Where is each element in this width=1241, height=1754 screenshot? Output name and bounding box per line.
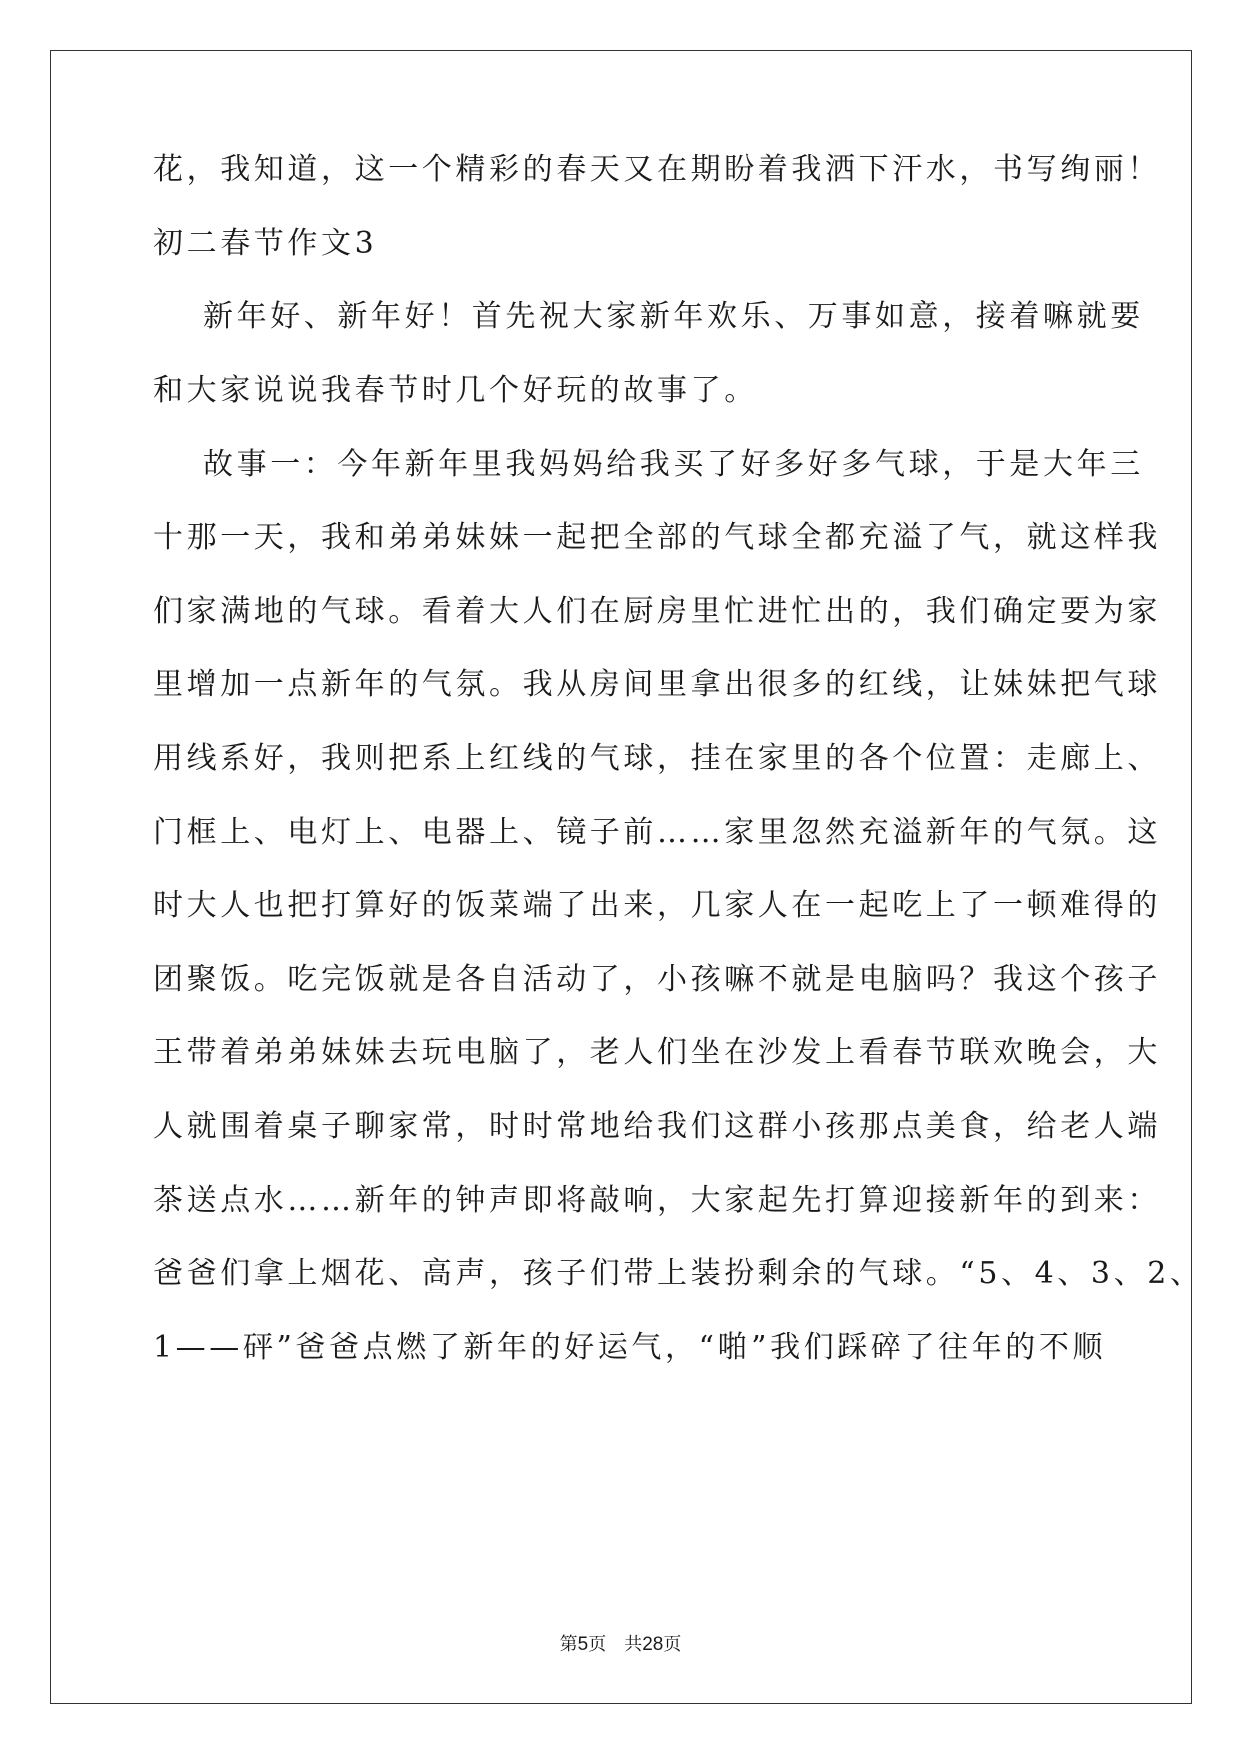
page-suffix: 页 <box>663 1634 682 1655</box>
text-line: 1——砰”爸爸点燃了新年的好运气，“啪”我们踩碎了往年的不顺 <box>153 1330 1107 1365</box>
text-line: 故事一：今年新年里我妈妈给我买了好多好多气球，于是大年三 <box>203 447 1144 482</box>
text-line: 门框上、电灯上、电器上、镜子前……家里忽然充溢新年的气氛。这 <box>153 815 1161 850</box>
total-pages: 28 <box>642 1634 664 1655</box>
page-prefix: 第 <box>559 1634 578 1655</box>
text-line: 新年好、新年好！首先祝大家新年欢乐、万事如意，接着嘛就要 <box>203 299 1144 334</box>
text-line: 们家满地的气球。看着大人们在厨房里忙进忙出的，我们确定要为家 <box>153 594 1161 629</box>
text-line: 茶送点水……新年的钟声即将敲响，大家起先打算迎接新年的到来： <box>153 1183 1161 1218</box>
text-line: 用线系好，我则把系上红线的气球，挂在家里的各个位置：走廊上、 <box>153 741 1161 776</box>
page-number: 5 <box>577 1634 589 1655</box>
page-footer <box>0 1630 1241 1656</box>
text-line: 爸爸们拿上烟花、高声，孩子们带上装扮剩余的气球。“5、4、3、2、 <box>153 1256 1204 1291</box>
page-middle: 页 共 <box>588 1634 643 1655</box>
text-line: 花，我知道，这一个精彩的春天又在期盼着我洒下汗水，书写绚丽！ <box>153 152 1161 187</box>
text-line: 和大家说说我春节时几个好玩的故事了。 <box>153 373 758 408</box>
text-line: 时大人也把打算好的饭菜端了出来，几家人在一起吃上了一顿难得的 <box>153 888 1161 923</box>
text-line: 王带着弟弟妹妹去玩电脑了，老人们坐在沙发上看春节联欢晚会，大 <box>153 1035 1161 1070</box>
section-heading: 初二春节作文3 <box>153 226 378 261</box>
text-line: 里增加一点新年的气氛。我从房间里拿出很多的红线，让妹妹把气球 <box>153 667 1161 702</box>
text-line: 人就围着桌子聊家常，时时常地给我们这群小孩那点美食，给老人端 <box>153 1109 1161 1144</box>
text-line: 十那一天，我和弟弟妹妹一起把全部的气球全都充溢了气，就这样我 <box>153 520 1161 555</box>
text-line: 团聚饭。吃完饭就是各自活动了，小孩嘛不就是电脑吗？我这个孩子 <box>153 962 1161 997</box>
